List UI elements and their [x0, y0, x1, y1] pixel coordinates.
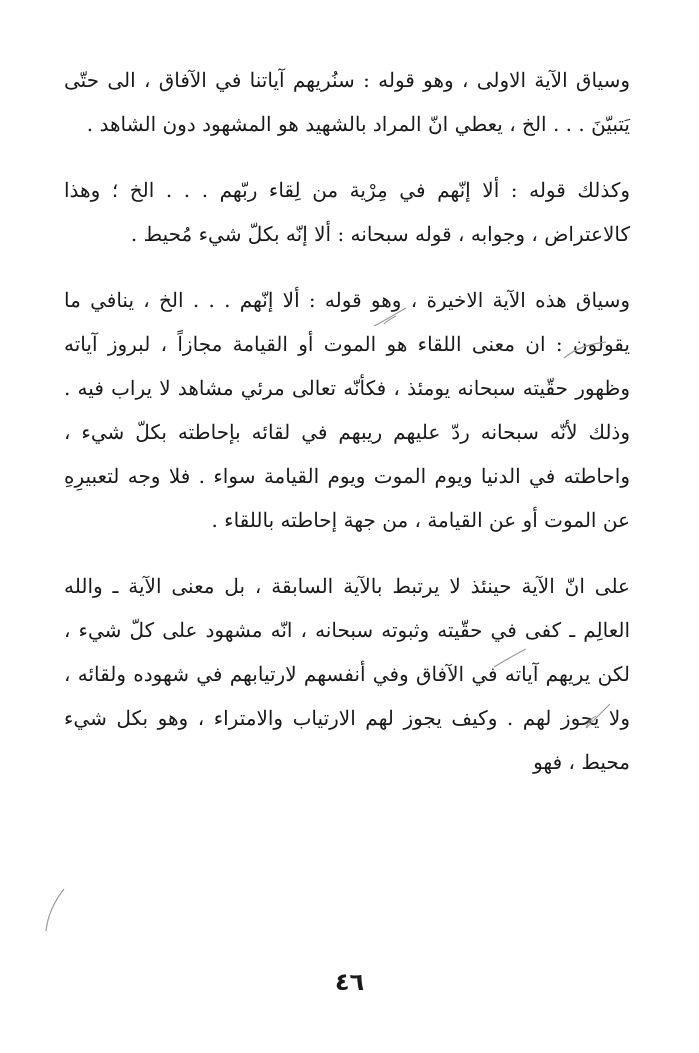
paragraph-2: وكذلك قوله : ألا إنّهم في مِرْية من لِقاء ربّهم . . . الخ ؛ وهذا كالاعتراض ، وجوابه ، قوله سبحانه : ألا إنّه بكلّ شيء مُحيط . [64, 178, 631, 246]
paragraph-4: على انّ الآية حينئذ لا يرتبط بالآية السابقة ، بل معنى الآية ـ والله العالِم ـ كفى في حقّيته وثبوته سبحانه ، انّه مشهود على كلّ شيء ، لكن يريهم آياته في الآفاق وفي أنفسهم لارتيابهم في شهوده ولقائه ، ولا يجوز لهم . وكيف يجوز لهم الارتياب والامتراء ، وهو بكل شيء محيط ، فهو [64, 574, 630, 774]
paragraph-3: وسياق هذه الآية الاخيرة ، وهو قوله : ألا إنّهم . . . الخ ، ينافي ما يقولون : ان معنى اللقاء هو الموت أو القيامة مجازاً ، لبروز آياته وظهور حقّيته سبحانه يومئذ ، فكأنّه تعالى مرئي مشاهد لا يراب فيه . وذلك لأنّه سبحانه ردّ عليهم ريبهم في لقائه بإحاطته بكلّ شيء ، واحاطته في الدنيا ويوم الموت ويوم القيامة سواء . فلا وجه لتعبيرِهِ عن الموت أو عن القيامة ، من جهة إحاطته باللقاء . [64, 288, 630, 532]
pencil-mark-5-icon [40, 885, 70, 935]
paragraph-1: وسياق الآية الاولى ، وهو قوله : سنُريهم آياتنا في الآفاق ، الى حتّى يَتبيّنَ . . . الخ ، يعطي انّ المراد بالشهيد هو المشهود دون الشاهد . [64, 68, 630, 136]
page-number: ٤٦ [334, 968, 365, 996]
page-body [64, 58, 630, 784]
